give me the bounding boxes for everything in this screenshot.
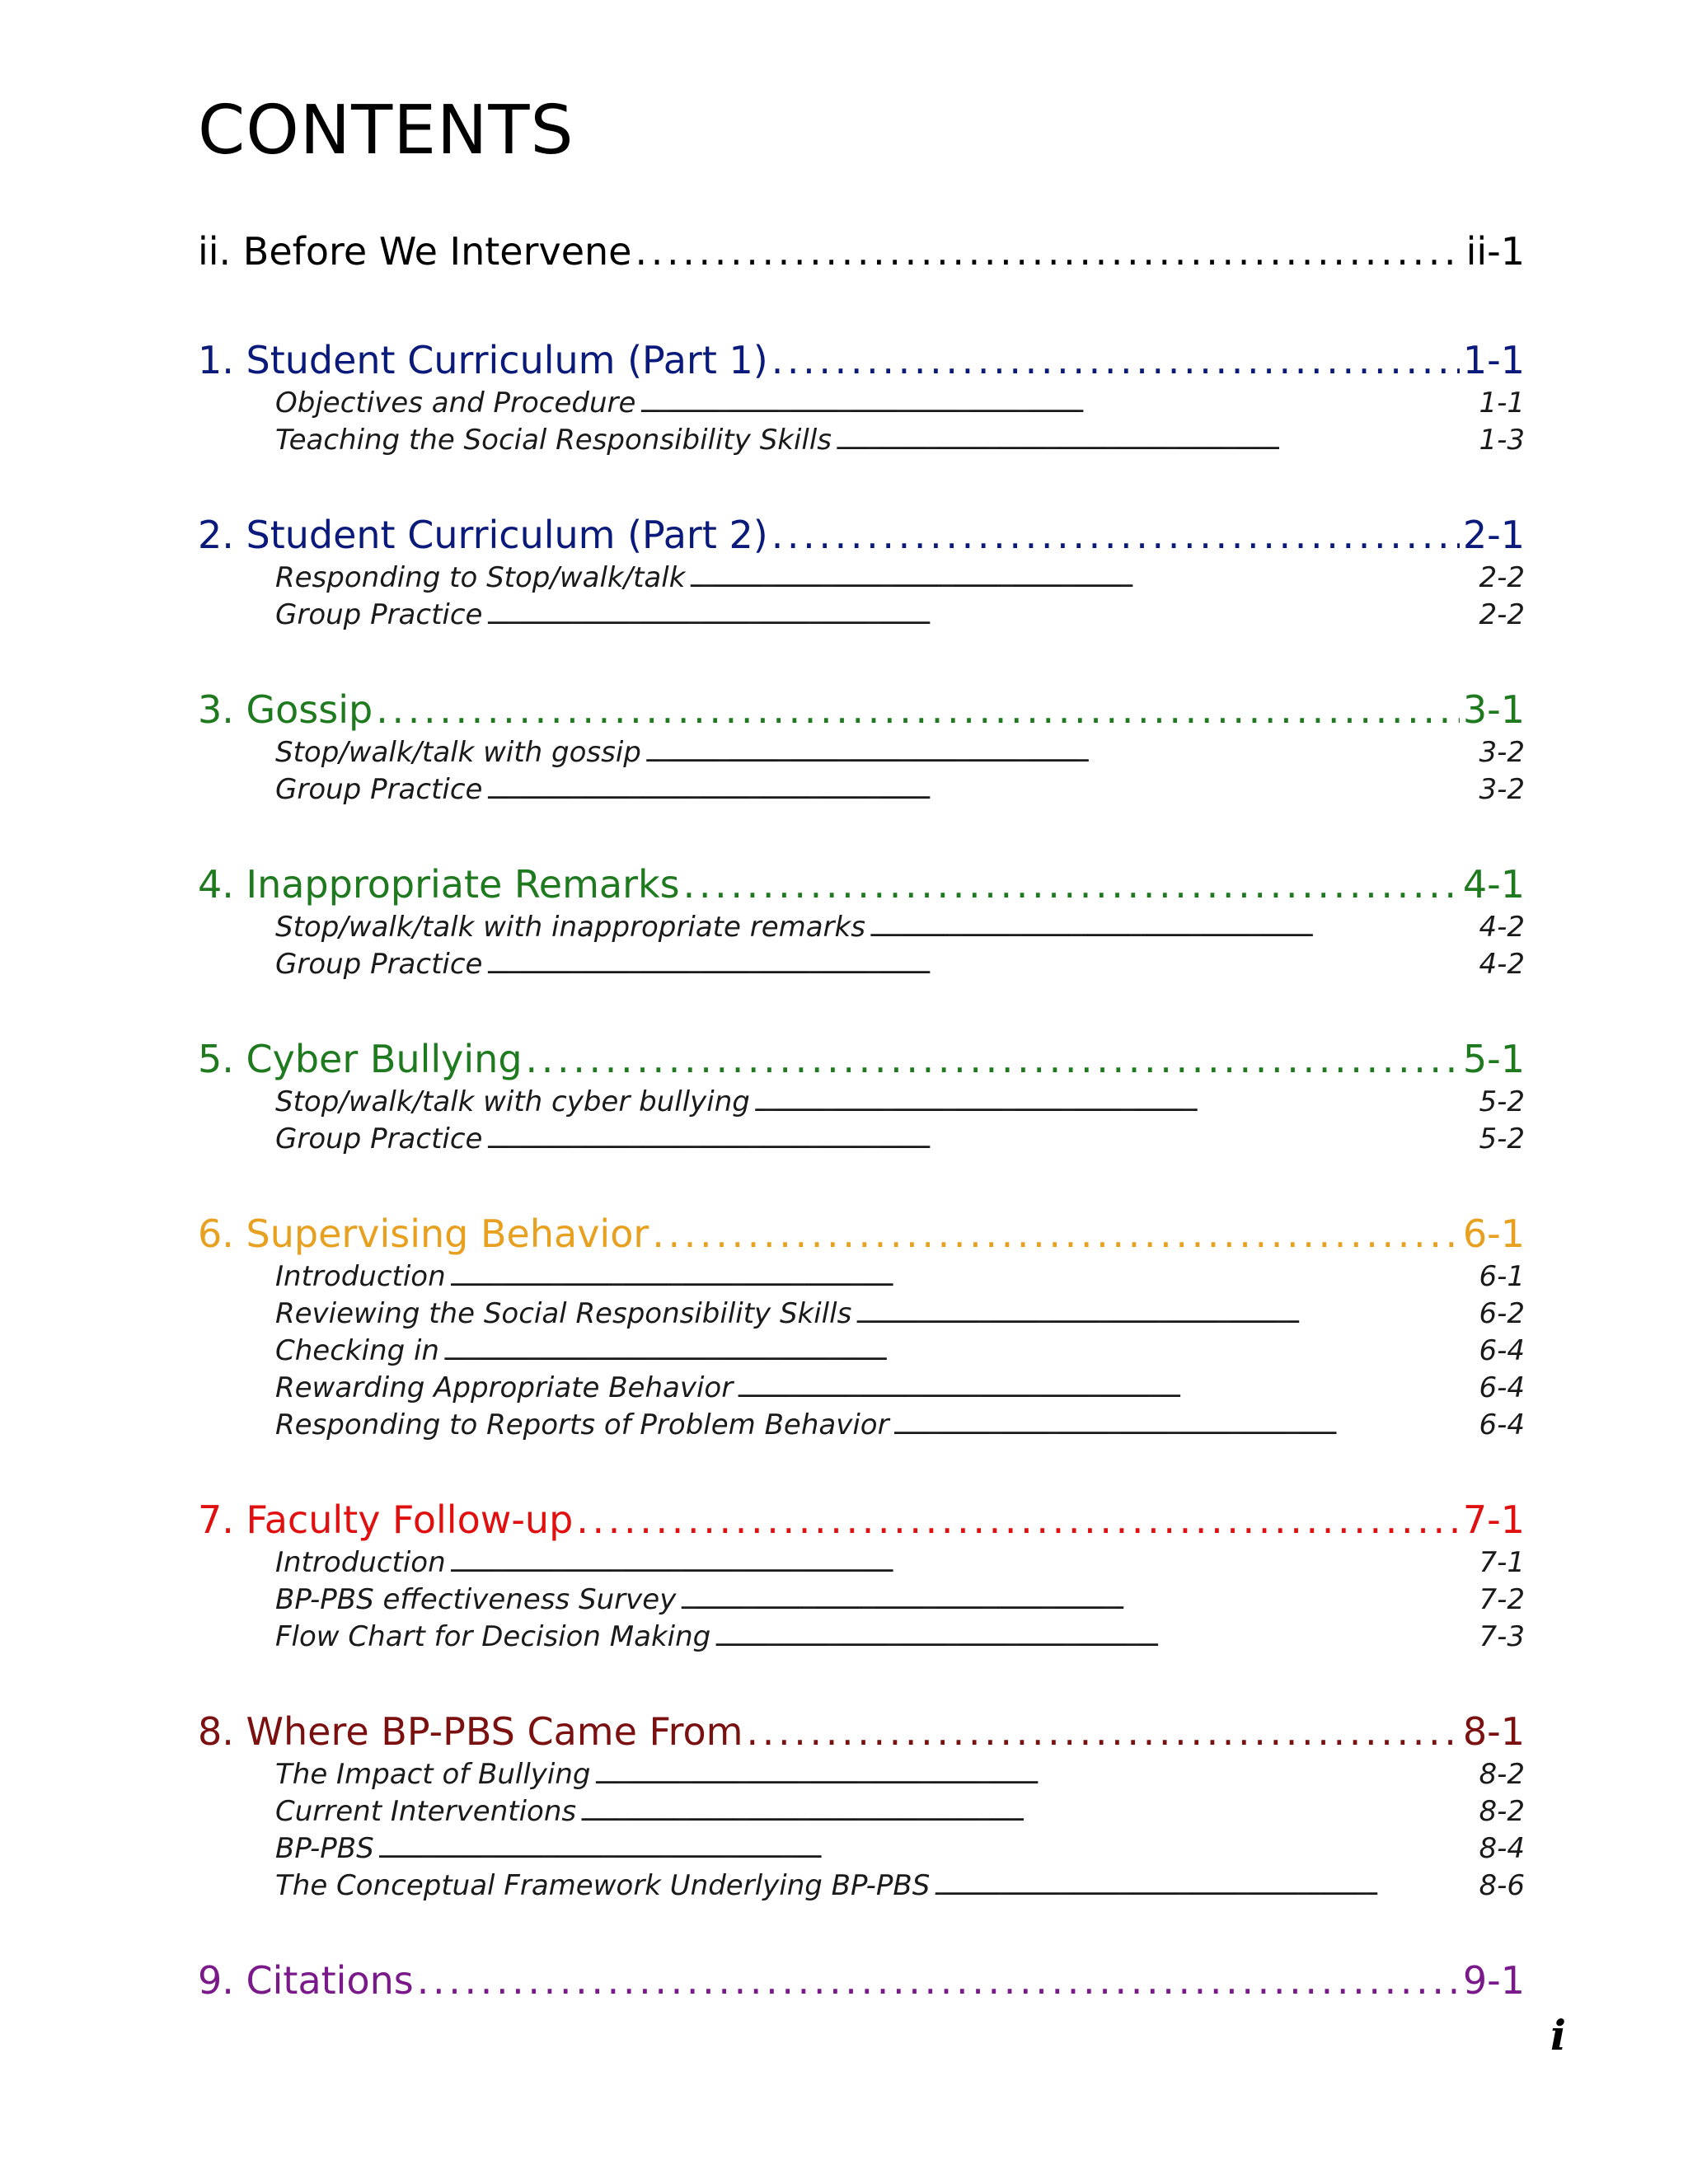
- toc-subentry[interactable]: [198, 1296, 1525, 1333]
- chapter-title: 8. Where BP-PBS Came From: [198, 1709, 743, 1754]
- subentry-page: 6-4: [1479, 1334, 1525, 1367]
- subentry-page: 1-3: [1479, 424, 1525, 457]
- toc-subentry[interactable]: [198, 1370, 1525, 1407]
- dot-leader: [688, 560, 1475, 597]
- subentry-page: 2-2: [1479, 598, 1525, 631]
- chapter-page: ii-1: [1465, 229, 1525, 274]
- subentry-page: 2-2: [1479, 561, 1525, 594]
- chapter-page: 8-1: [1462, 1709, 1525, 1754]
- toc-chapter-8[interactable]: [198, 1707, 1525, 1756]
- page-title: CONTENTS: [198, 91, 574, 170]
- subentry-page: 7-2: [1479, 1583, 1525, 1616]
- dot-leader: [485, 946, 1475, 983]
- dot-leader: [645, 734, 1476, 771]
- toc-chapter-7[interactable]: [198, 1495, 1525, 1544]
- subentry-title: The Impact of Bullying: [275, 1758, 591, 1791]
- subentry-page: 6-1: [1479, 1260, 1525, 1293]
- table-of-contents: [198, 227, 1525, 2056]
- toc-chapter-5[interactable]: [198, 1034, 1525, 1084]
- subentry-page: 4-2: [1479, 948, 1525, 981]
- toc-chapter-3[interactable]: [198, 685, 1525, 734]
- toc-section-6: [198, 1209, 1525, 1444]
- subentry-page: 5-2: [1479, 1122, 1525, 1155]
- dot-leader: [449, 1544, 1476, 1582]
- dot-leader: [771, 510, 1460, 560]
- toc-section-1: [198, 335, 1525, 459]
- subentry-title: Introduction: [275, 1260, 446, 1293]
- dot-leader: [639, 385, 1475, 422]
- dot-leader: [417, 1956, 1460, 2005]
- subentry-page: 6-4: [1479, 1408, 1525, 1441]
- dot-leader: [579, 1793, 1475, 1830]
- subentry-page: 4-2: [1479, 911, 1525, 944]
- chapter-title: 1. Student Curriculum (Part 1): [198, 338, 768, 382]
- chapter-title: 3. Gossip: [198, 687, 373, 732]
- dot-leader: [753, 1084, 1476, 1121]
- dot-leader: [736, 1370, 1475, 1407]
- dot-leader: [679, 1582, 1475, 1619]
- toc-section-3: [198, 685, 1525, 808]
- chapter-title: 9. Citations: [198, 1958, 414, 2003]
- subentry-title: Group Practice: [275, 773, 483, 806]
- dot-leader: [576, 1495, 1460, 1544]
- dot-leader: [869, 909, 1476, 946]
- toc-subentry[interactable]: [198, 1793, 1525, 1830]
- toc-chapter-1[interactable]: [198, 335, 1525, 385]
- dot-leader: [485, 597, 1475, 634]
- toc-section-4: [198, 860, 1525, 983]
- subentry-page: 6-2: [1479, 1297, 1525, 1330]
- subentry-title: BP-PBS effectiveness Survey: [275, 1583, 677, 1616]
- dot-leader: [683, 860, 1460, 909]
- chapter-page: 1-1: [1462, 338, 1525, 382]
- dot-leader: [855, 1296, 1475, 1333]
- subentry-title: Responding to Stop/walk/talk: [275, 561, 686, 594]
- subentry-title: Introduction: [275, 1546, 446, 1579]
- dot-leader: [449, 1258, 1476, 1296]
- chapter-title: 7. Faculty Follow-up: [198, 1497, 574, 1542]
- chapter-page: 9-1: [1462, 1958, 1525, 2003]
- subentry-page: 6-4: [1479, 1371, 1525, 1404]
- dot-leader: [485, 1121, 1475, 1158]
- subentry-page: 3-2: [1479, 736, 1525, 769]
- toc-chapter-before[interactable]: [198, 227, 1525, 276]
- toc-chapter-6[interactable]: [198, 1209, 1525, 1258]
- chapter-page: 6-1: [1462, 1212, 1525, 1256]
- toc-section-7: [198, 1495, 1525, 1656]
- subentry-title: Group Practice: [275, 598, 483, 631]
- chapter-title: 6. Supervising Behavior: [198, 1212, 649, 1256]
- subentry-page: 3-2: [1479, 773, 1525, 806]
- chapter-page: 3-1: [1462, 687, 1525, 732]
- toc-subentry[interactable]: [198, 1830, 1525, 1868]
- subentry-title: Objectives and Procedure: [275, 387, 636, 419]
- toc-section-9: [198, 1956, 1525, 2005]
- dot-leader: [593, 1756, 1475, 1793]
- subentry-title: Group Practice: [275, 1122, 483, 1155]
- dot-leader: [933, 1868, 1475, 1905]
- toc-subentry[interactable]: [198, 1258, 1525, 1296]
- toc-subentry[interactable]: [198, 422, 1525, 459]
- dot-leader: [485, 771, 1475, 808]
- toc-subentry[interactable]: [198, 1868, 1525, 1905]
- subentry-title: Checking in: [275, 1334, 439, 1367]
- toc-chapter-4[interactable]: [198, 860, 1525, 909]
- subentry-page: 5-2: [1479, 1085, 1525, 1118]
- dot-leader: [526, 1034, 1460, 1084]
- subentry-title: Responding to Reports of Problem Behavior: [275, 1408, 889, 1441]
- subentry-title: Flow Chart for Decision Making: [275, 1620, 711, 1653]
- chapter-page: 4-1: [1462, 862, 1525, 907]
- toc-subentry[interactable]: [198, 1121, 1525, 1158]
- subentry-page: 1-1: [1479, 387, 1525, 419]
- subentry-title: Current Interventions: [275, 1795, 577, 1828]
- subentry-title: Teaching the Social Responsibility Skills: [275, 424, 832, 457]
- dot-leader: [377, 1830, 1476, 1868]
- toc-section-2: [198, 510, 1525, 634]
- dot-leader: [893, 1407, 1476, 1444]
- toc-subentry[interactable]: [198, 734, 1525, 771]
- subentry-page: 7-3: [1479, 1620, 1525, 1653]
- toc-subentry[interactable]: [198, 771, 1525, 808]
- dot-leader: [652, 1209, 1460, 1258]
- toc-chapter-9[interactable]: [198, 1956, 1525, 2005]
- toc-section-8: [198, 1707, 1525, 1905]
- footer-page-number: i: [1550, 2011, 1566, 2060]
- toc-subentry[interactable]: [198, 1619, 1525, 1656]
- dot-leader: [443, 1333, 1475, 1370]
- subentry-title: Stop/walk/talk with cyber bullying: [275, 1085, 750, 1118]
- chapter-title: 5. Cyber Bullying: [198, 1037, 523, 1081]
- chapter-title: ii. Before We Intervene: [198, 229, 632, 274]
- toc-subentry[interactable]: [198, 1544, 1525, 1582]
- toc-section-5: [198, 1034, 1525, 1158]
- subentry-title: Stop/walk/talk with gossip: [275, 736, 641, 769]
- toc-chapter-2[interactable]: [198, 510, 1525, 560]
- dot-leader: [746, 1707, 1459, 1756]
- toc-subentry[interactable]: [198, 1756, 1525, 1793]
- chapter-page: 5-1: [1462, 1037, 1525, 1081]
- subentry-title: The Conceptual Framework Underlying BP-PBS: [275, 1869, 931, 1902]
- subentry-page: 8-6: [1479, 1869, 1525, 1902]
- toc-section-before: [198, 227, 1525, 276]
- toc-subentry[interactable]: [198, 597, 1525, 634]
- toc-subentry[interactable]: [198, 1084, 1525, 1121]
- toc-subentry[interactable]: [198, 1407, 1525, 1444]
- subentry-title: BP-PBS: [275, 1832, 374, 1865]
- subentry-title: Group Practice: [275, 948, 483, 981]
- toc-subentry[interactable]: [198, 385, 1525, 422]
- toc-subentry[interactable]: [198, 1333, 1525, 1370]
- subentry-page: 8-4: [1479, 1832, 1525, 1865]
- subentry-title: Stop/walk/talk with inappropriate remarks: [275, 911, 865, 944]
- chapter-title: 2. Student Curriculum (Part 2): [198, 513, 768, 557]
- dot-leader: [835, 422, 1475, 459]
- dot-leader: [714, 1619, 1475, 1656]
- subentry-title: Rewarding Appropriate Behavior: [275, 1371, 734, 1404]
- toc-subentry[interactable]: [198, 909, 1525, 946]
- toc-subentry[interactable]: [198, 560, 1525, 597]
- dot-leader: [376, 685, 1460, 734]
- chapter-page: 2-1: [1462, 513, 1525, 557]
- subentry-title: Reviewing the Social Responsibility Skills: [275, 1297, 852, 1330]
- chapter-title: 4. Inappropriate Remarks: [198, 862, 680, 907]
- subentry-page: 8-2: [1479, 1758, 1525, 1791]
- toc-subentry[interactable]: [198, 1582, 1525, 1619]
- toc-subentry[interactable]: [198, 946, 1525, 983]
- subentry-page: 8-2: [1479, 1795, 1525, 1828]
- subentry-page: 7-1: [1479, 1546, 1525, 1579]
- dot-leader: [771, 335, 1460, 385]
- dot-leader: [635, 227, 1462, 276]
- chapter-page: 7-1: [1462, 1497, 1525, 1542]
